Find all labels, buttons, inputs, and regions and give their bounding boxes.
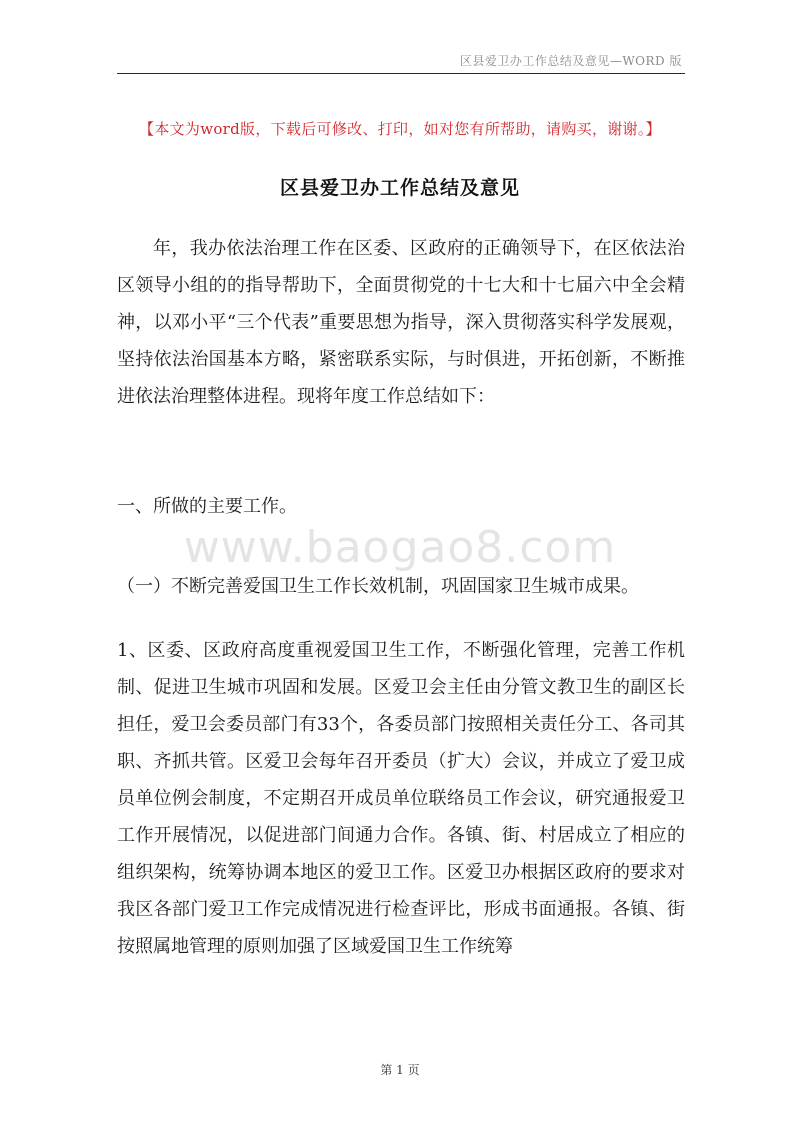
- purchase-notice: 【本文为word版，下载后可修改、打印，如对您有所帮助，请购买，谢谢。】: [139, 120, 661, 138]
- running-header: 区县爱卫办工作总结及意见—WORD 版: [459, 54, 682, 68]
- body-section: [117, 632, 685, 965]
- intro-paragraph: 年，我办依法治理工作在区委、区政府的正确领导下，在区依法治区领导小组的的指导帮助下，全面贯彻党的十七大和十七届六中全会精神，以邓小平“三个代表”重要思想为指导，深入贯彻落实科学发展观，坚持依法治国基本方略，紧密联系实际，与时俱进，开拓创新，不断推进依法治理整体进程。现将年度工作总结如下：: [117, 238, 685, 407]
- watermark: www.baogao8.com: [183, 522, 617, 573]
- page-number: 第 1 页: [380, 1063, 420, 1077]
- section-heading: 一、所做的主要工作。: [117, 496, 297, 517]
- subsection-heading: （一）不断完善爱国卫生工作长效机制，巩固国家卫生城市成果。: [117, 576, 639, 597]
- intro-section: [117, 230, 685, 415]
- header-divider: [117, 73, 685, 74]
- document-title: 区县爱卫办工作总结及意见: [279, 177, 520, 199]
- item-paragraph: 1、区委、区政府高度重视爱国卫生工作，不断强化管理，完善工作机制、促进卫生城市巩固和发展。区爱卫会主任由分管文教卫生的副区长担任，爱卫会委员部门有33个，各委员部门按照相关责任分工、各司其职、齐抓共管。区爱卫会每年召开委员（扩大）会议，并成立了爱卫成员单位例会制度，不定期召开成员单位联络员工作会议，研究通报爱卫工作开展情况，以促进部门间通力合作。各镇、街、村居成立了相应的组织架构，统筹协调本地区的爱卫工作。区爱卫办根据区政府的要求对我区各部门爱卫工作完成情况进行检查评比，形成书面通报。各镇、街按照属地管理的原则加强了区域爱国卫生工作统筹: [117, 640, 685, 957]
